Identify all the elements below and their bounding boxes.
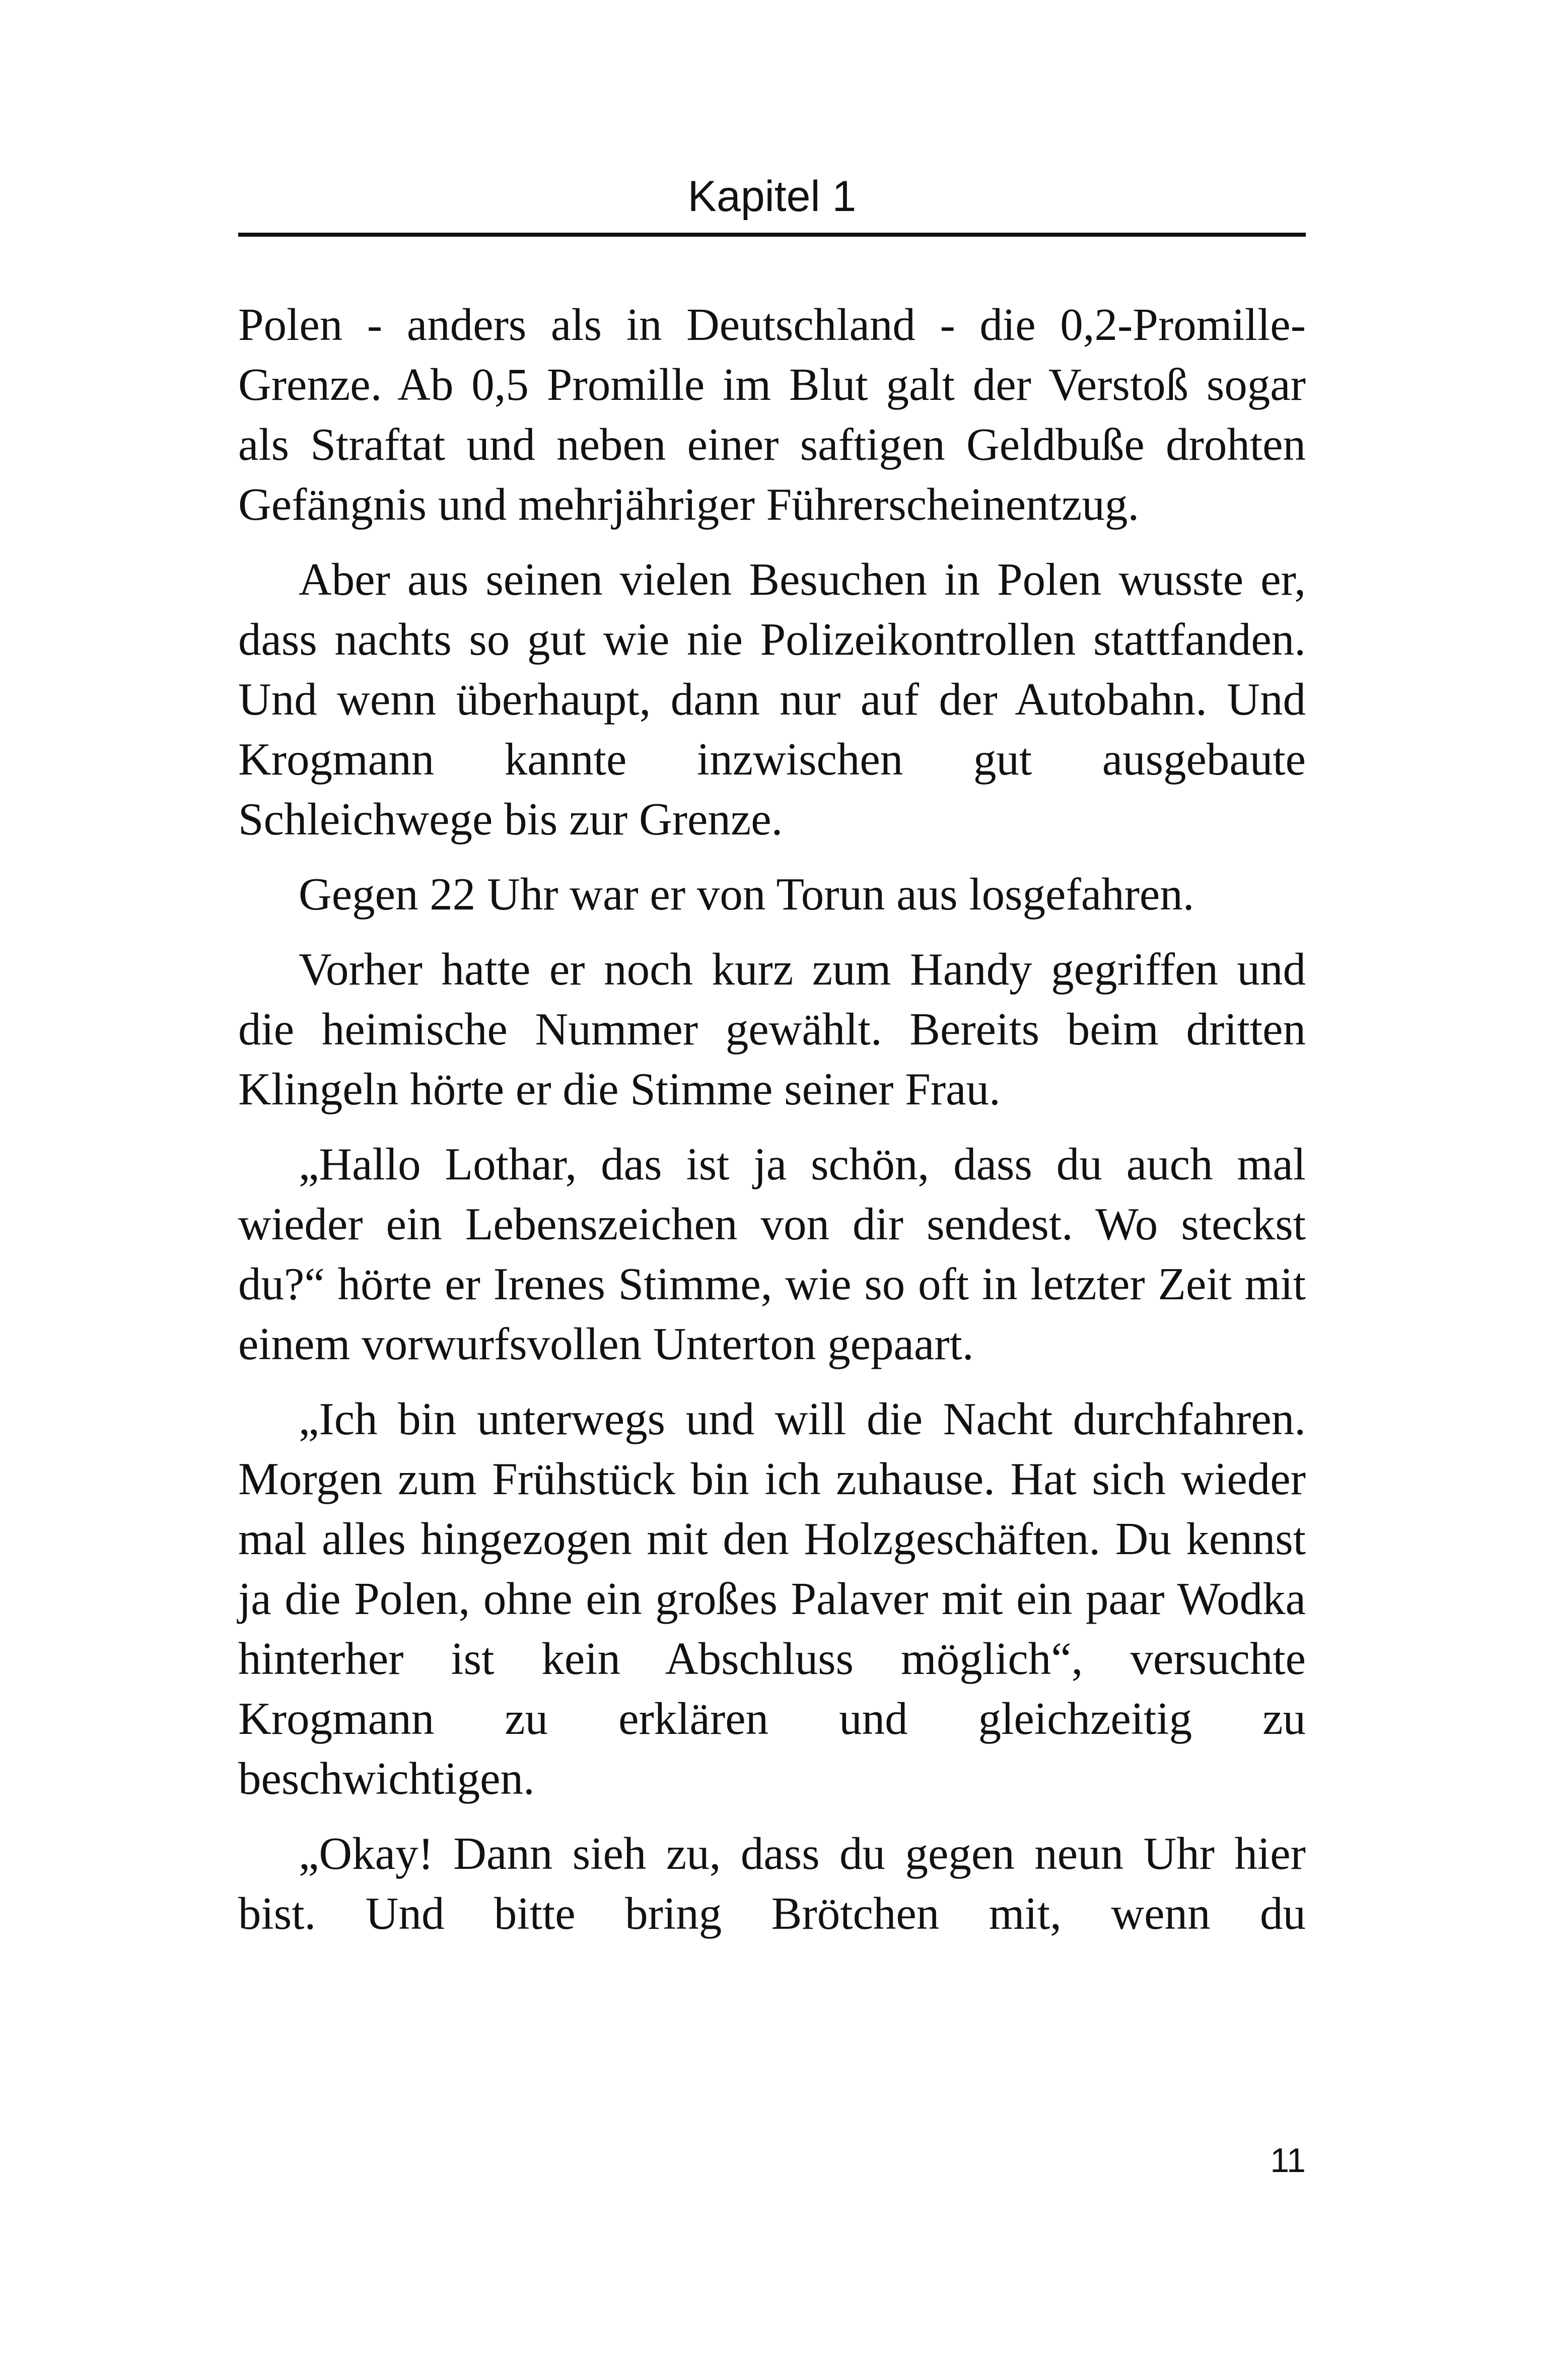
paragraph-7: „Okay! Dann sieh zu, dass du gegen neun Uhr hier bist. Und bitte bring Brötchen mit, wenn du bbox=[238, 1828, 1306, 1939]
paragraph-6: „Ich bin unterwegs und will die Nacht durchfahren. Morgen zum Frühstück bin ich zuhause. Hat sich wieder mal alles hingezogen mit den Holzgeschäften. Du kennst ja die Polen, ohne ein großes Palaver mit ein paar Wodka hinterher ist kein Abschluss möglich“, versuchte Krogmann zu erklären und gleichzeitig zu beschwichtigen. bbox=[238, 1393, 1306, 1804]
paragraph-4: Vorher hatte er noch kurz zum Handy gegriffen und die heimische Nummer gewählt. Bereits beim dritten Klingeln hörte er die Stimme seiner Frau. bbox=[238, 944, 1306, 1114]
page-body bbox=[238, 295, 1306, 1958]
paragraph-3: Gegen 22 Uhr war er von Torun aus losgefahren. bbox=[299, 869, 1194, 920]
page-number: 11 bbox=[1270, 2141, 1306, 2180]
paragraph-5: „Hallo Lothar, das ist ja schön, dass du auch mal wieder ein Lebenszeichen von dir sendest. Wo steckst du?“ hörte er Irenes Stimme, wie so oft in letzter Zeit mit einem vorwurfsvollen Unterton gepaart. bbox=[238, 1139, 1306, 1369]
paragraph-2: Aber aus seinen vielen Besuchen in Polen wusste er, dass nachts so gut wie nie Polizeikontrollen stattfanden. Und wenn überhaupt, dann nur auf der Autobahn. Und Krogmann kannte inzwischen gut ausgebaute Schleichwege bis zur Grenze. bbox=[238, 554, 1306, 845]
header-divider bbox=[238, 233, 1306, 237]
paragraph-1: Polen - anders als in Deutschland - die 0,2-Promille-Grenze. Ab 0,5 Promille im Blut galt der Verstoß sogar als Straftat und neben einer saftigen Geldbuße drohten Gefängnis und mehrjähriger Führerscheinentzug. bbox=[238, 299, 1306, 530]
chapter-header: Kapitel 1 bbox=[687, 172, 857, 221]
